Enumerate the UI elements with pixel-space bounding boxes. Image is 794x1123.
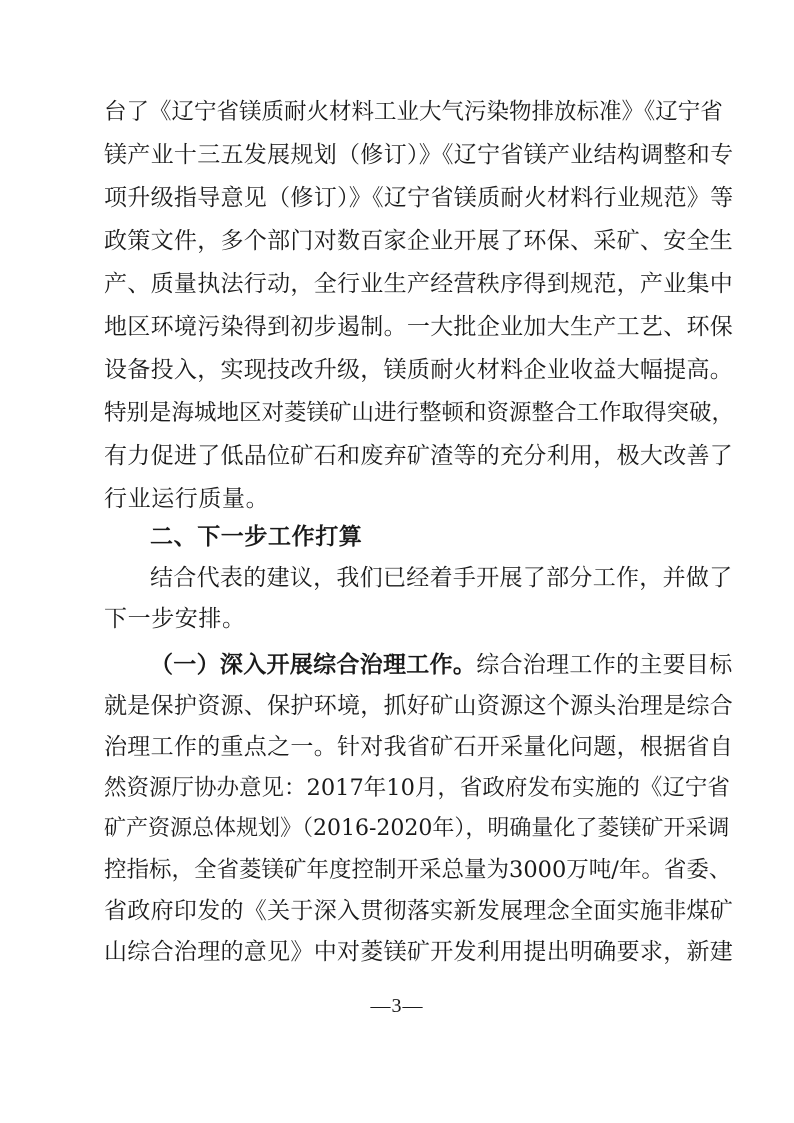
paragraph-line-2: 镁产业十三五发展规划（修订）》《辽宁省镁产业结构调整和专 xyxy=(104,142,734,168)
page-number: —3— xyxy=(370,995,424,1017)
paragraph-line-4: 政策文件，多个部门对数百家企业开展了环保、采矿、安全生 xyxy=(104,228,734,254)
subsection-label: （一）深入开展综合治理工作。 xyxy=(150,652,477,678)
paragraph-line-5: 产、质量执法行动，全行业生产经营秩序得到规范，产业集中 xyxy=(104,271,734,297)
paragraph-line-3: 项升级指导意见（修订）》《辽宁省镁质耐火材料行业规范》等 xyxy=(104,185,734,211)
paragraph-line-1: 台了《辽宁省镁质耐火材料工业大气污染物排放标准》《辽宁省 xyxy=(104,99,723,125)
subsection-first-line-rest: 综合治理工作的主要目标 xyxy=(476,652,733,678)
section-heading: 二、下一步工作打算 xyxy=(150,524,363,550)
subsection-line-6: 省政府印发的《关于深入贯彻落实新发展理念全面实施非煤矿 xyxy=(104,898,734,924)
subsection-line-4: 矿产资源总体规划》（2016-2020年），明确量化了菱镁矿开采调 xyxy=(104,816,730,841)
paragraph-line-9: 有力促进了低品位矿石和废弃矿渣等的充分利用，极大改善了 xyxy=(104,443,734,469)
intro-line-2: 下一步安排。 xyxy=(104,606,246,632)
paragraph-line-10: 行业运行质量。 xyxy=(104,486,270,512)
paragraph-line-7: 设备投入，实现技改升级，镁质耐火材料企业收益大幅提高。 xyxy=(104,357,734,383)
subsection-first-line xyxy=(150,650,733,680)
subsection-line-7: 山综合治理的意见》中对菱镁矿开发利用提出明确要求，新建 xyxy=(104,939,734,965)
paragraph-line-8: 特别是海城地区对菱镁矿山进行整顿和资源整合工作取得突破， xyxy=(104,400,735,426)
subsection-line-1: 就是保护资源、保护环境，抓好矿山资源这个源头治理是综合 xyxy=(104,693,734,719)
intro-line-1: 结合代表的建议，我们已经着手开展了部分工作，并做了 xyxy=(150,565,733,591)
subsection-line-3: 然资源厅协办意见：2017年10月，省政府发布实施的《辽宁省 xyxy=(104,775,730,801)
subsection-line-2: 治理工作的重点之一。针对我省矿石开采量化问题，根据省自 xyxy=(104,734,734,760)
subsection-line-5: 控指标，全省菱镁矿年度控制开采总量为3000万吨/年。省委、 xyxy=(104,857,732,883)
paragraph-line-6: 地区环境污染得到初步遏制。一大批企业加大生产工艺、环保 xyxy=(104,314,734,340)
